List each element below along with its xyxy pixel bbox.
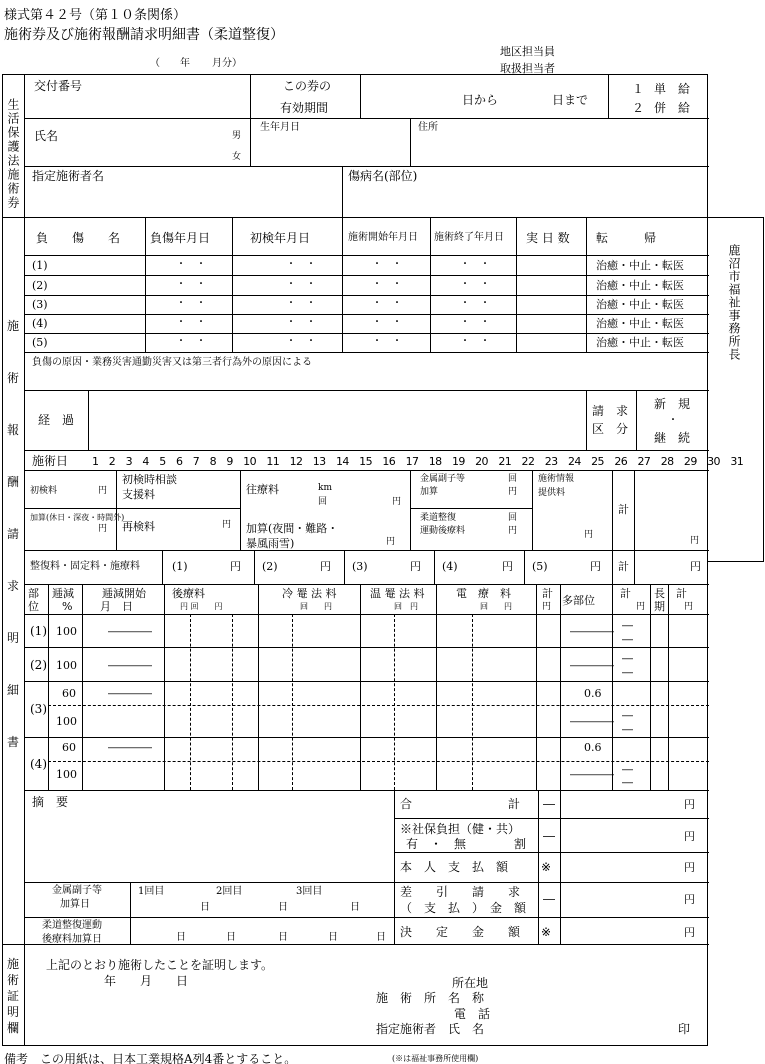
part-multi: ――――	[570, 625, 614, 638]
diff-dash: ―	[543, 892, 555, 906]
part-start: ――――	[108, 687, 152, 700]
footer-note: 備考 この用紙は、日本工業規格A列4番とすること。	[4, 1052, 297, 1064]
fixed-item: (5)	[532, 560, 548, 573]
yen: 円	[684, 861, 695, 874]
decided-label: 決 定 金 額	[400, 925, 521, 939]
col-outcome: 転 帰	[596, 231, 657, 245]
seal-mark: 印	[678, 1022, 691, 1036]
times: 回	[318, 497, 328, 507]
judo-days-1: 柔道整復運動	[42, 920, 102, 931]
yen: 円	[320, 560, 331, 573]
part-pct: 60	[62, 687, 76, 700]
single-payment: 単 給	[654, 82, 691, 96]
injury-row-label: (5)	[32, 336, 48, 349]
elec-h: 電 療 料	[456, 587, 511, 600]
period-month: 月分）	[212, 58, 242, 69]
self-pay-label: 本 人 支 払 額	[400, 860, 509, 874]
part-long: ―	[622, 619, 633, 632]
date-dot: ・ ・	[286, 279, 316, 290]
outcome-option: 治癒・中止・転医	[596, 259, 684, 272]
self-pay-mark: ※	[541, 860, 552, 874]
insurance-dash: ―	[543, 829, 555, 843]
surcharge-label: 加算(休日・深夜・時間外)	[30, 513, 125, 522]
valid-from: 日から	[462, 93, 499, 107]
times-2: 2回目	[216, 886, 243, 897]
info-fee-1: 施術情報	[538, 474, 575, 484]
fixed-total: 計	[618, 560, 629, 573]
surcharge2-b: 暴風雨雪)	[246, 537, 295, 550]
valid-until: 日まで	[552, 93, 589, 107]
period-open: （	[150, 58, 160, 69]
after-h: 後療料	[172, 587, 205, 600]
yen: 円	[508, 487, 518, 497]
col-injury: 負 傷 名	[36, 231, 121, 245]
ticket-side-label: 生活保護法施術券	[6, 98, 20, 210]
diff-2: （ 支 払 ） 金 額	[400, 901, 527, 915]
yen: 円	[684, 830, 695, 843]
yen: 円	[684, 798, 695, 811]
part-pct: 100	[56, 659, 77, 672]
insurance-2: 有 ・ 無 割	[406, 837, 527, 851]
reduce-h2: %	[62, 600, 73, 613]
date-dot: ・ ・	[372, 298, 402, 309]
part-long: ―	[622, 633, 633, 646]
first-visit-fee: 初検料	[30, 486, 58, 496]
part-long: ―	[622, 652, 633, 665]
splint-days-2: 加算日	[60, 899, 90, 910]
date-dot: ・ ・	[286, 336, 316, 347]
detail-side-label: 施 術 報 酬 請 求 明 細 書	[6, 319, 19, 749]
after-sub: 円 回 円	[180, 602, 223, 611]
outcome-option: 治癒・中止・転医	[596, 336, 684, 349]
reduce-start-h1: 逓減開始	[102, 587, 146, 600]
part-multi: 0.6	[584, 741, 602, 754]
date-dot: ・ ・	[372, 279, 402, 290]
sum-h: 計	[542, 587, 553, 600]
km: km	[318, 483, 332, 493]
outgoing-fee: 往療料	[246, 483, 279, 496]
issue-number-label: 交付番号	[34, 79, 83, 93]
name-label: 氏名	[34, 129, 59, 143]
injury-name-label: 傷病名(部位)	[348, 169, 418, 183]
date-dot: ・ ・	[460, 279, 490, 290]
first-consult-1: 初検時相談	[122, 473, 177, 486]
day-numbers: 1 2 3 4 5 6 7 8 9 10 11 12 13 14 15 16 17 18 19 20 21 22 23 24 25 26 27 28 29 30 31	[92, 455, 744, 468]
yen: 円	[684, 926, 695, 939]
reexam-fee: 再検料	[122, 520, 155, 533]
claim-new: 新 規	[654, 397, 691, 411]
date-dot: ・ ・	[372, 317, 402, 328]
warm-h: 温 罨 法 料	[370, 587, 425, 600]
splint-2: 加算	[420, 487, 439, 497]
sum3-h: 計	[676, 587, 687, 600]
yen: 円	[98, 524, 108, 534]
fixed-item: (2)	[262, 560, 278, 573]
yen: 円	[410, 560, 421, 573]
part-pct: 100	[56, 768, 77, 781]
date-dot: ・ ・	[176, 298, 206, 309]
part-long: ―	[622, 709, 633, 722]
yen: 円	[230, 560, 241, 573]
days-label: 施術日	[32, 454, 69, 468]
part-pct: 100	[56, 625, 77, 638]
times-1: 1回目	[138, 886, 165, 897]
date-dot: ・ ・	[286, 259, 316, 270]
info-fee-2: 提供料	[538, 488, 566, 498]
judo-2: 運動後療料	[420, 526, 466, 536]
day: 日	[226, 932, 236, 943]
part-label: (2)	[30, 658, 47, 672]
part-long: ―	[622, 776, 633, 789]
yen: 円	[636, 602, 646, 612]
col-injury-date: 負傷年月日	[150, 231, 211, 245]
surcharge2-a: 加算(夜間・難路・	[246, 522, 339, 535]
yen: 円	[584, 530, 594, 540]
day: 日	[200, 902, 210, 913]
claim-line2: 区 分	[592, 422, 629, 436]
yen: 円	[542, 602, 552, 612]
cold-h: 冷 罨 法 料	[282, 587, 337, 600]
certificate-side-label: 施 術 証 明 欄	[6, 957, 19, 1035]
certificate-date: 年 月 日	[104, 974, 189, 988]
outcome-option: 治癒・中止・転医	[596, 317, 684, 330]
birthdate-label: 生年月日	[260, 122, 300, 133]
reduce-start-h2: 月 日	[100, 600, 133, 613]
combined-num: ２	[632, 101, 645, 115]
part-start: ――――	[108, 741, 152, 754]
yen: 円	[392, 497, 402, 507]
part-label: (3)	[30, 702, 47, 716]
cause-text: 負傷の原因・業務災害通勤災害又は第三者行為外の原因による	[32, 357, 312, 368]
date-dot: ・ ・	[176, 317, 206, 328]
part-multi: ――――	[570, 659, 614, 672]
part-label: (4)	[30, 757, 47, 771]
insurance-1: ※社保負担（健・共）	[400, 822, 521, 836]
welfare-note: (※は福祉事務所使用欄)	[392, 1054, 479, 1063]
date-dot: ・ ・	[286, 317, 316, 328]
day: 日	[350, 902, 360, 913]
yen: 円	[222, 520, 232, 530]
fixed-item: (3)	[352, 560, 368, 573]
outcome-option: 治癒・中止・転医	[596, 298, 684, 311]
elec-sub: 回 円	[480, 602, 512, 611]
part-pct: 60	[62, 741, 76, 754]
part-long: ―	[622, 666, 633, 679]
total-dash: ―	[543, 797, 555, 811]
outcome-option: 治癒・中止・転医	[596, 279, 684, 292]
reduce-h1: 逓減	[52, 587, 74, 600]
date-dot: ・ ・	[460, 259, 490, 270]
form-number: 様式第４２号（第１０条関係）	[4, 8, 187, 23]
part-pct: 100	[56, 715, 77, 728]
date-dot: ・ ・	[372, 259, 402, 270]
yen: 円	[690, 536, 700, 546]
injury-row-label: (3)	[32, 298, 48, 311]
date-dot: ・ ・	[460, 317, 490, 328]
fees-total-label: 計	[618, 503, 629, 516]
handler: 取扱担当者	[500, 62, 555, 75]
judo-days-2: 後療料加算日	[42, 934, 102, 945]
female-label: 女	[232, 152, 242, 162]
progress-label: 経 過	[38, 413, 75, 427]
practitioner-label: 指定施術者 氏 名	[376, 1022, 485, 1036]
splint-1: 金属副子等	[420, 474, 466, 484]
fixed-item: (4)	[442, 560, 458, 573]
total-label: 合 計	[400, 797, 521, 811]
part-h1: 部	[28, 587, 39, 600]
part-multi: ――――	[570, 768, 614, 781]
yen: 円	[508, 526, 518, 536]
part-long: ―	[622, 763, 633, 776]
part-multi: 0.6	[584, 687, 602, 700]
part-multi: ――――	[570, 715, 614, 728]
injury-row-label: (1)	[32, 259, 48, 272]
times: 回	[508, 513, 518, 523]
times-3: 3回目	[296, 886, 323, 897]
date-dot: ・ ・	[176, 259, 206, 270]
long-h1: 長	[654, 587, 665, 600]
part-start: ――――	[108, 625, 152, 638]
sum2-h: 計	[620, 587, 631, 600]
day: 日	[376, 932, 386, 943]
judo-1: 柔道整復	[420, 513, 457, 523]
yen: 円	[590, 560, 601, 573]
part-h2: 位	[28, 600, 39, 613]
clinic-name-label: 施 術 所 名 称	[376, 991, 485, 1005]
male-label: 男	[232, 131, 242, 141]
fixed-fee-label: 整復料・固定料・施療料	[30, 561, 140, 572]
col-end: 施術終了年月日	[434, 232, 504, 243]
part-start: ――――	[108, 659, 152, 672]
yen: 円	[98, 486, 108, 496]
diff-1: 差 引 請 求	[400, 885, 521, 899]
validity-line2: 有効期間	[280, 101, 329, 115]
day: 日	[278, 902, 288, 913]
designated-practitioner-label: 指定施術者名	[32, 169, 105, 183]
day: 日	[176, 932, 186, 943]
col-start: 施術開始年月日	[348, 232, 418, 243]
col-first-visit: 初検年月日	[250, 231, 311, 245]
validity-line1: この券の	[283, 79, 332, 93]
claim-dot: ・	[668, 415, 678, 426]
stamp-label: 鹿沼市福祉事務所長	[727, 244, 741, 361]
date-dot: ・ ・	[460, 298, 490, 309]
injury-row-label: (2)	[32, 279, 48, 292]
yen: 円	[386, 537, 396, 547]
warm-sub: 回 円	[394, 602, 418, 611]
location-label: 所在地	[452, 976, 489, 990]
date-dot: ・ ・	[460, 336, 490, 347]
col-days: 実 日 数	[526, 231, 570, 245]
injury-row-label: (4)	[32, 317, 48, 330]
date-dot: ・ ・	[176, 279, 206, 290]
single-num: １	[632, 82, 645, 96]
yen: 円	[502, 560, 513, 573]
yen: 円	[690, 560, 701, 573]
summary-label: 摘 要	[32, 795, 69, 809]
part-label: (1)	[30, 624, 47, 638]
part-long: ―	[622, 723, 633, 736]
claim-continue: 継 続	[654, 431, 691, 445]
day: 日	[278, 932, 288, 943]
yen: 円	[684, 602, 694, 612]
address-label: 住所	[418, 122, 438, 133]
date-dot: ・ ・	[372, 336, 402, 347]
phone-label: 電 話	[454, 1007, 491, 1021]
long-h2: 期	[654, 600, 665, 613]
certificate-text: 上記のとおり施術したことを証明します。	[46, 958, 274, 972]
day: 日	[328, 932, 338, 943]
cold-sub: 回 円	[300, 602, 332, 611]
splint-days-1: 金属副子等	[52, 885, 102, 896]
times: 回	[508, 474, 518, 484]
district-officer: 地区担当員	[500, 45, 555, 58]
fixed-item: (1)	[172, 560, 188, 573]
first-consult-2: 支援料	[122, 488, 155, 501]
combined-payment: 併 給	[654, 101, 691, 115]
decided-mark: ※	[541, 925, 552, 939]
multi-h: 多部位	[562, 594, 595, 607]
document-title: 施術券及び施術報酬請求明細書（柔道整復）	[4, 27, 284, 43]
yen: 円	[684, 893, 695, 906]
date-dot: ・ ・	[286, 298, 316, 309]
claim-line1: 請 求	[592, 404, 629, 418]
date-dot: ・ ・	[176, 336, 206, 347]
period-year: 年	[180, 58, 190, 69]
